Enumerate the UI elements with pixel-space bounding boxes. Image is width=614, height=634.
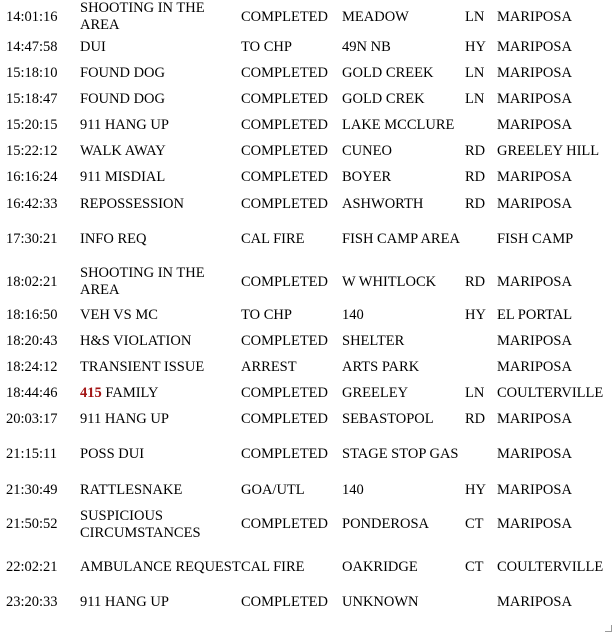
table-row xyxy=(0,34,614,60)
call-type-cell: H&S VIOLATION xyxy=(80,332,192,349)
street-cell: GREELEY xyxy=(342,384,409,401)
table-row xyxy=(0,262,614,302)
street-cell: 49N NB xyxy=(342,38,391,55)
time-cell: 14:47:58 xyxy=(6,38,58,55)
street-cell: ARTS PARK xyxy=(342,358,420,375)
time-cell: 15:20:15 xyxy=(6,116,58,133)
status-cell: COMPLETED xyxy=(241,169,328,185)
street-suffix-cell: LN xyxy=(465,90,485,107)
table-row xyxy=(0,138,614,164)
table-row xyxy=(0,112,614,138)
street-suffix-cell: LN xyxy=(465,64,485,81)
status-cell: COMPLETED xyxy=(241,516,328,532)
status-cell: COMPLETED xyxy=(241,142,328,159)
status-cell: CAL FIRE xyxy=(241,559,305,575)
table-row xyxy=(0,164,614,191)
status-cell: COMPLETED xyxy=(241,332,328,349)
status-cell: COMPLETED xyxy=(241,273,328,290)
city-cell: EL PORTAL xyxy=(497,306,573,323)
call-type-cell: DUI xyxy=(80,38,106,55)
street-cell: STAGE STOP GAS xyxy=(342,446,459,462)
call-type-cell: 911 HANG UP xyxy=(80,410,169,427)
city-cell: MARIPOSA xyxy=(497,481,572,498)
call-type-cell: SHOOTING IN THE AREA xyxy=(80,0,205,33)
call-type-cell: FOUND DOG xyxy=(80,64,165,81)
street-suffix-cell: CT xyxy=(465,516,484,532)
city-cell: MARIPOSA xyxy=(497,90,572,107)
time-cell: 15:18:47 xyxy=(6,90,58,107)
table-row xyxy=(0,589,614,615)
city-cell: COULTERVILLE xyxy=(497,559,604,575)
city-cell: MARIPOSA xyxy=(497,38,572,55)
status-cell: GOA/UTL xyxy=(241,481,305,498)
status-cell: COMPLETED xyxy=(241,90,328,107)
table-row xyxy=(0,191,614,217)
street-suffix-cell: LN xyxy=(465,384,485,401)
call-type-cell: POSS DUI xyxy=(80,446,145,462)
status-cell: COMPLETED xyxy=(241,195,328,212)
street-suffix-cell: HY xyxy=(465,481,486,498)
status-cell: COMPLETED xyxy=(241,384,328,401)
status-cell: TO CHP xyxy=(241,38,292,55)
city-cell: MARIPOSA xyxy=(497,169,572,185)
call-type-cell: VEH VS MC xyxy=(80,306,158,323)
time-cell: 17:30:21 xyxy=(6,231,58,247)
street-suffix-cell: RD xyxy=(465,169,486,185)
time-cell: 18:44:46 xyxy=(6,384,58,401)
city-cell: MARIPOSA xyxy=(497,446,572,462)
table-row xyxy=(0,328,614,354)
street-cell: UNKNOWN xyxy=(342,593,419,610)
street-suffix-cell: RD xyxy=(465,142,486,159)
street-cell: PONDEROSA xyxy=(342,516,430,532)
street-cell: W WHITLOCK xyxy=(342,273,437,290)
time-cell: 20:03:17 xyxy=(6,410,58,427)
street-cell: FISH CAMP AREA xyxy=(342,231,460,247)
table-row xyxy=(0,503,614,546)
city-cell: MARIPOSA xyxy=(497,195,572,212)
city-cell: MARIPOSA xyxy=(497,410,572,427)
street-suffix-cell: HY xyxy=(465,306,486,323)
city-cell: MARIPOSA xyxy=(497,332,572,349)
street-suffix-cell: RD xyxy=(465,273,486,290)
street-cell: SHELTER xyxy=(342,332,405,349)
table-row xyxy=(0,432,614,477)
city-cell: MARIPOSA xyxy=(497,64,572,81)
street-suffix-cell: RD xyxy=(465,410,486,427)
status-cell: COMPLETED xyxy=(241,446,328,462)
status-cell: COMPLETED xyxy=(241,116,328,133)
call-type-cell: 911 MISDIAL xyxy=(80,169,166,185)
street-suffix-cell xyxy=(465,589,497,615)
call-type-cell: 911 HANG UP xyxy=(80,116,169,133)
street-cell: OAKRIDGE xyxy=(342,559,418,575)
city-cell: MARIPOSA xyxy=(497,273,572,290)
time-cell: 22:02:21 xyxy=(6,559,58,575)
street-cell: SEBASTOPOL xyxy=(342,410,434,427)
city-cell: MARIPOSA xyxy=(497,358,572,375)
call-type-cell: RATTLESNAKE xyxy=(80,481,183,498)
status-cell: COMPLETED xyxy=(241,8,328,25)
call-type-cell: REPOSSESSION xyxy=(80,195,184,212)
status-cell: ARREST xyxy=(241,358,297,375)
street-suffix-cell: CT xyxy=(465,559,484,575)
time-cell: 21:30:49 xyxy=(6,481,58,498)
table-row xyxy=(0,60,614,86)
city-cell: GREELEY HILL xyxy=(497,142,600,159)
call-type-cell: WALK AWAY xyxy=(80,142,166,159)
call-type-cell: TRANSIENT ISSUE xyxy=(80,358,205,375)
table-row xyxy=(0,380,614,406)
call-type-cell: FOUND DOG xyxy=(80,90,165,107)
street-suffix-cell: LN xyxy=(465,8,485,25)
street-cell: ASHWORTH xyxy=(342,195,424,212)
table-row xyxy=(0,406,614,432)
table-row xyxy=(0,86,614,112)
time-cell: 16:16:24 xyxy=(6,169,58,185)
table-row xyxy=(0,302,614,328)
call-type-cell: SHOOTING IN THE AREA xyxy=(80,265,205,298)
table-row xyxy=(0,477,614,503)
city-cell: FISH CAMP xyxy=(497,231,574,247)
call-type-cell: INFO REQ xyxy=(80,231,147,247)
call-type-cell xyxy=(80,380,241,406)
street-suffix-cell xyxy=(465,354,497,380)
city-cell: COULTERVILLE xyxy=(497,384,604,401)
time-cell: 21:15:11 xyxy=(6,446,58,462)
time-cell: 21:50:52 xyxy=(6,516,58,532)
street-cell: LAKE MCCLURE xyxy=(342,116,455,133)
street-suffix-cell xyxy=(465,217,497,262)
time-cell: 23:20:33 xyxy=(6,593,58,610)
call-code-highlight: 415 xyxy=(80,384,102,401)
table-row xyxy=(0,0,614,34)
status-cell: COMPLETED xyxy=(241,410,328,427)
street-cell: GOLD CREK xyxy=(342,90,425,107)
street-suffix-cell xyxy=(465,328,497,354)
city-cell: MARIPOSA xyxy=(497,116,572,133)
street-cell: CUNEO xyxy=(342,142,392,159)
time-cell: 18:24:12 xyxy=(6,358,58,375)
status-cell: COMPLETED xyxy=(241,64,328,81)
call-type-text: FAMILY xyxy=(101,384,159,401)
table-row xyxy=(0,546,614,589)
street-cell: MEADOW xyxy=(342,8,409,25)
street-cell: BOYER xyxy=(342,169,392,185)
status-cell: TO CHP xyxy=(241,306,292,323)
corner-mark-icon xyxy=(605,625,612,632)
status-cell: COMPLETED xyxy=(241,593,328,610)
time-cell: 15:18:10 xyxy=(6,64,58,81)
call-type-cell: SUSPICIOUS CIRCUMSTANCES xyxy=(80,507,201,541)
street-suffix-cell xyxy=(465,432,497,477)
time-cell: 16:42:33 xyxy=(6,195,58,212)
time-cell: 15:22:12 xyxy=(6,142,58,159)
city-cell: MARIPOSA xyxy=(497,8,572,25)
time-cell: 18:20:43 xyxy=(6,332,58,349)
street-cell: 140 xyxy=(342,481,364,498)
call-type-cell: AMBULANCE REQUEST xyxy=(80,559,241,575)
street-cell: 140 xyxy=(342,306,364,323)
city-cell: MARIPOSA xyxy=(497,516,572,532)
street-suffix-cell: HY xyxy=(465,38,486,55)
call-type-cell: 911 HANG UP xyxy=(80,593,169,610)
street-suffix-cell xyxy=(465,112,497,138)
status-cell: CAL FIRE xyxy=(241,231,305,247)
table-row xyxy=(0,217,614,262)
street-cell: GOLD CREEK xyxy=(342,64,434,81)
time-cell: 14:01:16 xyxy=(6,8,58,25)
city-cell: MARIPOSA xyxy=(497,593,572,610)
street-suffix-cell: RD xyxy=(465,195,486,212)
time-cell: 18:02:21 xyxy=(6,273,58,290)
time-cell: 18:16:50 xyxy=(6,306,58,323)
table-row xyxy=(0,354,614,380)
